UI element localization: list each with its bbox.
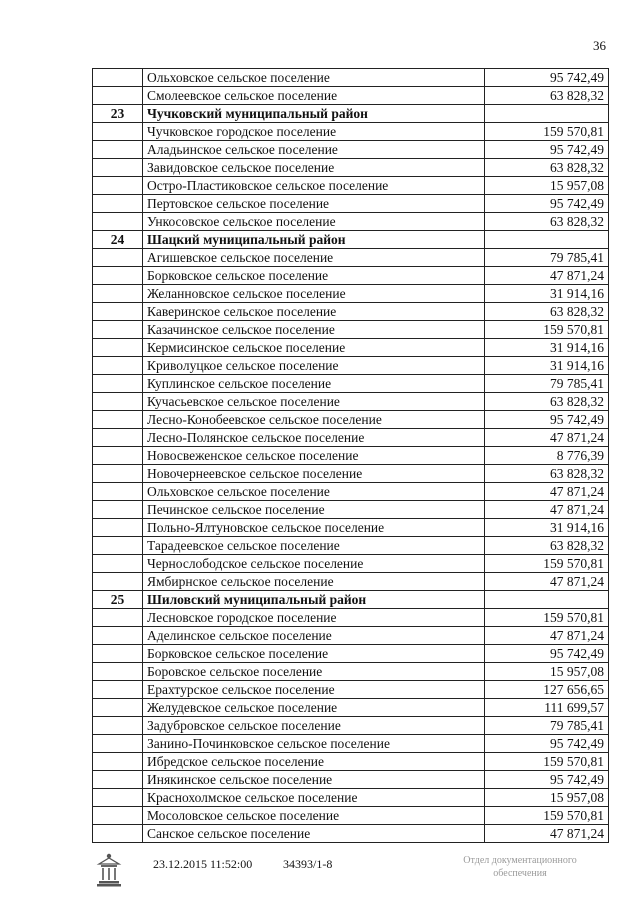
row-number-cell (93, 717, 143, 735)
stamp-line-2: обеспечения (493, 868, 547, 879)
amount-cell: 95 742,49 (485, 195, 609, 213)
district-row (93, 105, 609, 123)
settlement-name-cell: Лесновское городское поселение (143, 609, 485, 627)
settlement-name-cell: Казачинское сельское поселение (143, 321, 485, 339)
settlement-name-cell: Ольховское сельское поселение (143, 483, 485, 501)
table-row (93, 69, 609, 87)
table-row (93, 123, 609, 141)
amount-cell: 47 871,24 (485, 483, 609, 501)
table-row (93, 789, 609, 807)
amount-cell: 31 914,16 (485, 519, 609, 537)
row-number-cell (93, 429, 143, 447)
settlement-name-cell: Тарадеевское сельское поселение (143, 537, 485, 555)
amount-cell: 95 742,49 (485, 645, 609, 663)
settlement-name-cell: Лесно-Полянское сельское поселение (143, 429, 485, 447)
amount-cell: 127 656,65 (485, 681, 609, 699)
row-number-cell (93, 303, 143, 321)
table-row (93, 195, 609, 213)
row-number-cell (93, 519, 143, 537)
row-number-cell (93, 195, 143, 213)
table-row (93, 645, 609, 663)
amount-cell: 47 871,24 (485, 825, 609, 843)
amount-cell: 47 871,24 (485, 573, 609, 591)
table-row (93, 159, 609, 177)
row-number-cell (93, 393, 143, 411)
amount-cell: 159 570,81 (485, 609, 609, 627)
settlement-name-cell: Печинское сельское поселение (143, 501, 485, 519)
amount-cell: 15 957,08 (485, 789, 609, 807)
table-row (93, 141, 609, 159)
page-footer (0, 852, 640, 902)
table-row (93, 339, 609, 357)
settlement-name-cell: Борковское сельское поселение (143, 267, 485, 285)
row-number-cell (93, 699, 143, 717)
settlement-name-cell: Ункосовское сельское поселение (143, 213, 485, 231)
row-number-cell (93, 123, 143, 141)
amount-cell: 95 742,49 (485, 411, 609, 429)
table-row (93, 465, 609, 483)
table-row (93, 501, 609, 519)
amount-cell: 15 957,08 (485, 663, 609, 681)
settlement-name-cell: Задубровское сельское поселение (143, 717, 485, 735)
row-number-cell (93, 609, 143, 627)
table-row (93, 447, 609, 465)
table-row (93, 519, 609, 537)
amount-cell: 63 828,32 (485, 87, 609, 105)
amount-cell: 31 914,16 (485, 339, 609, 357)
table-row (93, 483, 609, 501)
table-row (93, 303, 609, 321)
settlement-name-cell: Аделинское сельское поселение (143, 627, 485, 645)
settlement-name-cell: Санское сельское поселение (143, 825, 485, 843)
table-row (93, 177, 609, 195)
row-number-cell (93, 573, 143, 591)
table-row (93, 267, 609, 285)
amount-cell: 111 699,57 (485, 699, 609, 717)
district-row (93, 591, 609, 609)
amount-cell: 95 742,49 (485, 69, 609, 87)
footer-doc-number: 34393/1-8 (283, 857, 333, 871)
settlement-name-cell: Пертовское сельское поселение (143, 195, 485, 213)
table-row (93, 771, 609, 789)
table-row (93, 429, 609, 447)
amount-cell (485, 591, 609, 609)
row-number-cell (93, 339, 143, 357)
settlement-name-cell: Чучковское городское поселение (143, 123, 485, 141)
table-row (93, 735, 609, 753)
settlement-name-cell: Чернослободское сельское поселение (143, 555, 485, 573)
row-number-cell (93, 663, 143, 681)
settlement-name-cell: Мосоловское сельское поселение (143, 807, 485, 825)
amount-cell: 47 871,24 (485, 429, 609, 447)
settlement-name-cell: Смолеевское сельское поселение (143, 87, 485, 105)
settlement-name-cell: Куплинское сельское поселение (143, 375, 485, 393)
row-number-cell (93, 69, 143, 87)
table-row (93, 609, 609, 627)
table-row (93, 807, 609, 825)
row-number-cell (93, 681, 143, 699)
amount-cell (485, 105, 609, 123)
amount-cell: 159 570,81 (485, 555, 609, 573)
row-number-cell (93, 825, 143, 843)
footer-date: 23.12.2015 11:52:00 (153, 857, 253, 871)
district-name-cell: Шиловский муниципальный район (143, 591, 485, 609)
row-number-cell (93, 411, 143, 429)
settlement-name-cell: Ибредское сельское поселение (143, 753, 485, 771)
amount-cell: 95 742,49 (485, 141, 609, 159)
row-number-cell (93, 501, 143, 519)
settlement-name-cell: Агишевское сельское поселение (143, 249, 485, 267)
table-row (93, 573, 609, 591)
amount-cell: 47 871,24 (485, 267, 609, 285)
page-number: 36 (593, 38, 606, 53)
settlement-name-cell: Ямбирнское сельское поселение (143, 573, 485, 591)
table-row (93, 393, 609, 411)
settlement-name-cell: Кермисинское сельское поселение (143, 339, 485, 357)
table-row (93, 249, 609, 267)
table-row (93, 555, 609, 573)
settlement-name-cell: Желанновское сельское поселение (143, 285, 485, 303)
row-number-cell (93, 735, 143, 753)
amount-cell: 63 828,32 (485, 393, 609, 411)
row-number-cell (93, 357, 143, 375)
table-row (93, 627, 609, 645)
table-row (93, 681, 609, 699)
settlement-name-cell: Боровское сельское поселение (143, 663, 485, 681)
settlement-name-cell: Завидовское сельское поселение (143, 159, 485, 177)
settlement-name-cell: Каверинское сельское поселение (143, 303, 485, 321)
table-row (93, 717, 609, 735)
table-row (93, 375, 609, 393)
row-number-cell (93, 87, 143, 105)
district-name-cell: Чучковский муниципальный район (143, 105, 485, 123)
table-row (93, 357, 609, 375)
settlement-name-cell: Остро-Пластиковское сельское поселение (143, 177, 485, 195)
amount-cell: 79 785,41 (485, 375, 609, 393)
row-number-cell (93, 645, 143, 663)
row-number-cell: 23 (93, 105, 143, 123)
settlement-name-cell: Борковское сельское поселение (143, 645, 485, 663)
table-row (93, 285, 609, 303)
amount-cell (485, 231, 609, 249)
table-row (93, 753, 609, 771)
row-number-cell (93, 285, 143, 303)
table-row (93, 321, 609, 339)
table-row (93, 87, 609, 105)
amount-cell: 63 828,32 (485, 213, 609, 231)
amount-cell: 31 914,16 (485, 285, 609, 303)
settlement-name-cell: Новочернеевское сельское поселение (143, 465, 485, 483)
allocation-table (92, 68, 609, 843)
row-number-cell (93, 789, 143, 807)
settlement-name-cell: Занино-Починковское сельское поселение (143, 735, 485, 753)
settlement-name-cell: Польно-Ялтуновское сельское поселение (143, 519, 485, 537)
settlement-name-cell: Криволуцкое сельское поселение (143, 357, 485, 375)
amount-cell: 63 828,32 (485, 537, 609, 555)
amount-cell: 95 742,49 (485, 735, 609, 753)
amount-cell: 63 828,32 (485, 303, 609, 321)
amount-cell: 8 776,39 (485, 447, 609, 465)
row-number-cell (93, 555, 143, 573)
settlement-name-cell: Желудевское сельское поселение (143, 699, 485, 717)
emblem-icon (96, 852, 122, 888)
amount-cell: 47 871,24 (485, 627, 609, 645)
amount-cell: 159 570,81 (485, 123, 609, 141)
row-number-cell (93, 627, 143, 645)
row-number-cell (93, 177, 143, 195)
row-number-cell (93, 375, 143, 393)
table-row (93, 663, 609, 681)
row-number-cell (93, 447, 143, 465)
stamp-line-1: Отдел документационного (463, 855, 577, 866)
row-number-cell (93, 267, 143, 285)
row-number-cell (93, 159, 143, 177)
amount-cell: 159 570,81 (485, 753, 609, 771)
table-row (93, 411, 609, 429)
amount-cell: 63 828,32 (485, 465, 609, 483)
row-number-cell (93, 213, 143, 231)
row-number-cell (93, 249, 143, 267)
settlement-name-cell: Кучасьевское сельское поселение (143, 393, 485, 411)
row-number-cell (93, 465, 143, 483)
table-body (93, 69, 609, 843)
row-number-cell: 25 (93, 591, 143, 609)
district-row (93, 231, 609, 249)
settlement-name-cell: Лесно-Конобеевское сельское поселение (143, 411, 485, 429)
department-stamp (450, 854, 590, 880)
table-row (93, 537, 609, 555)
amount-cell: 79 785,41 (485, 249, 609, 267)
settlement-name-cell: Аладьинское сельское поселение (143, 141, 485, 159)
row-number-cell (93, 321, 143, 339)
settlement-name-cell: Новосвеженское сельское поселение (143, 447, 485, 465)
row-number-cell: 24 (93, 231, 143, 249)
settlement-name-cell: Краснохолмское сельское поселение (143, 789, 485, 807)
amount-cell: 79 785,41 (485, 717, 609, 735)
amount-cell: 47 871,24 (485, 501, 609, 519)
settlement-name-cell: Инякинское сельское поселение (143, 771, 485, 789)
amount-cell: 159 570,81 (485, 321, 609, 339)
row-number-cell (93, 483, 143, 501)
row-number-cell (93, 771, 143, 789)
table-row (93, 825, 609, 843)
district-name-cell: Шацкий муниципальный район (143, 231, 485, 249)
settlement-name-cell: Ерахтурское сельское поселение (143, 681, 485, 699)
amount-cell: 95 742,49 (485, 771, 609, 789)
row-number-cell (93, 753, 143, 771)
amount-cell: 63 828,32 (485, 159, 609, 177)
table-row (93, 213, 609, 231)
amount-cell: 159 570,81 (485, 807, 609, 825)
amount-cell: 31 914,16 (485, 357, 609, 375)
amount-cell: 15 957,08 (485, 177, 609, 195)
row-number-cell (93, 537, 143, 555)
table-row (93, 699, 609, 717)
row-number-cell (93, 141, 143, 159)
settlement-name-cell: Ольховское сельское поселение (143, 69, 485, 87)
row-number-cell (93, 807, 143, 825)
